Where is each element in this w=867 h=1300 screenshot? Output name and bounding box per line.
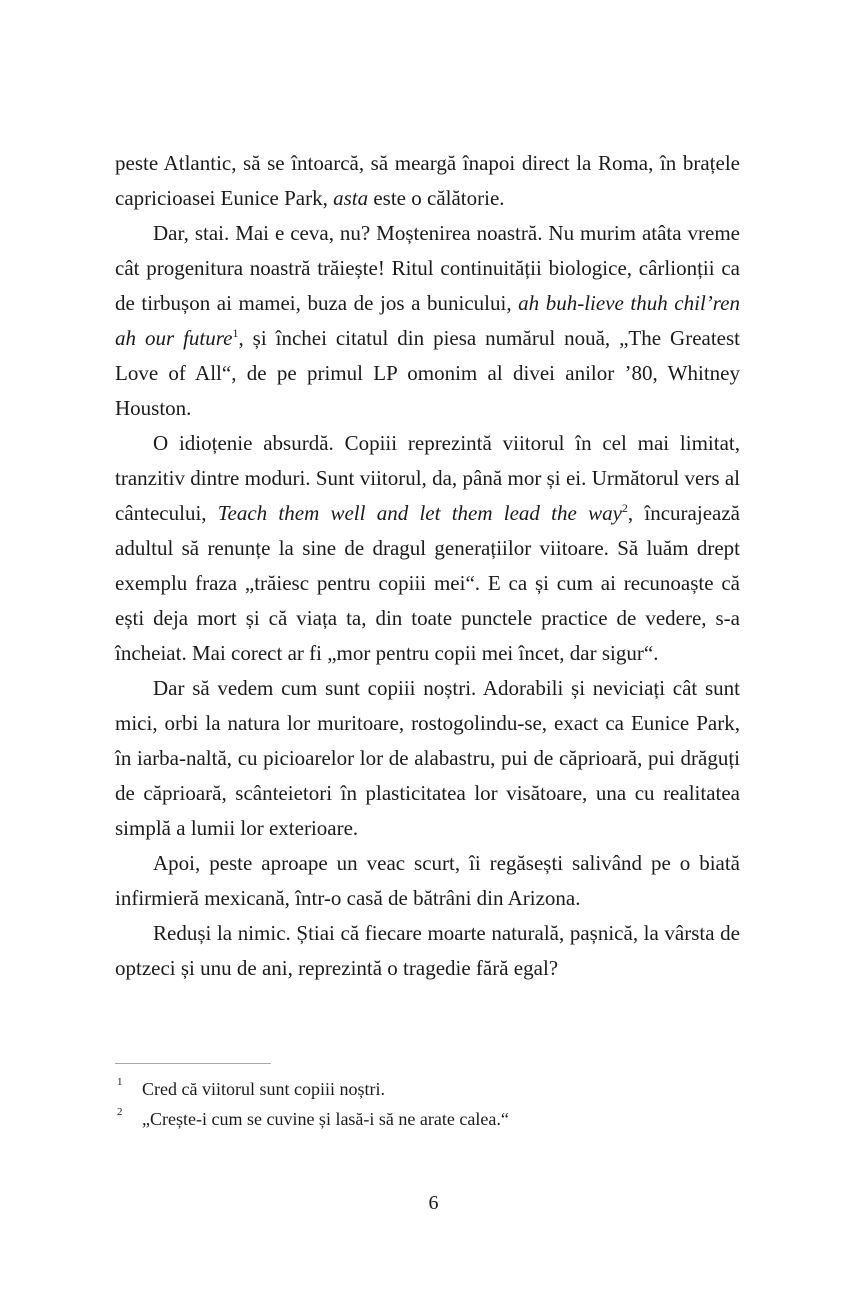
- text-segment: Dar să vedem cum sunt copiii noștri. Adorabili și neviciați cât sunt mici, orbi la natura lor muritoare, rostogolindu-se, exact ca Eunice Park, în iarba-naltă, cu picioarelor lor de alabastru, pui de căprioară, pui drăguți de căprioară, scânteietori în plasticitatea lor visătoare, una cu realitatea simplă a lumii lor exterioare.: [115, 676, 740, 840]
- paragraph: [115, 146, 740, 216]
- footnote-separator: [115, 1063, 271, 1064]
- page-number: 6: [428, 1192, 439, 1214]
- text-segment: , încurajează adultul să renunțe la sine de dragul generațiilor viitoare. Să luăm drept exemplu fraza „trăiesc pentru copiii mei“. E ca și cum ai recunoaște că ești deja mort și că viața ta, din toate punctele practice de vedere, s-a încheiat. Mai corect ar fi „mor pentru copii mei încet, dar sigur“.: [115, 501, 740, 665]
- footnote-ref: 1: [232, 326, 239, 340]
- footnote-marker: 1: [117, 1076, 123, 1088]
- footnotes: [115, 1074, 740, 1134]
- footnote-ref: 2: [621, 501, 628, 515]
- text-segment: Apoi, peste aproape un veac scurt, îi regăsești salivând pe o biată infirmieră mexicană, într-o casă de bătrâni din Arizona.: [115, 851, 740, 910]
- paragraph: [115, 216, 740, 426]
- text-segment: Reduși la nimic. Știai că fiecare moarte naturală, pașnică, la vârsta de optzeci și unu de ani, reprezintă o tragedie fără egal?: [115, 921, 740, 980]
- footnote-marker: 2: [117, 1106, 123, 1118]
- text-segment-italic: ah buh-lieve thuh chil’ren ah our future: [115, 291, 741, 350]
- paragraph: [115, 426, 740, 671]
- text-segment: este o călătorie.: [368, 186, 505, 210]
- text-segment: Dar, stai. Mai e ceva, nu? Moștenirea noastră. Nu murim atâta vreme cât progenitura noastră trăiește! Ritul continuității biologice, cârlionții ca de tirbușon ai mamei, buza de jos a bunicului,: [115, 221, 740, 315]
- text-segment-italic: Teach them well and let them lead the way: [217, 501, 622, 525]
- text-segment: , și închei citatul din piesa numărul nouă, „The Greatest Love of All“, de pe primul LP omonim al divei anilor ’80, Whitney Houston.: [115, 326, 740, 420]
- footnote-text: Cred că viitorul sunt copiii noștri.: [142, 1079, 385, 1099]
- paragraph: [115, 671, 740, 846]
- paragraph: [115, 846, 740, 916]
- footnote: [115, 1074, 740, 1104]
- body-text: [115, 146, 740, 986]
- footnote: [115, 1104, 740, 1134]
- text-segment: O idioțenie absurdă. Copiii reprezintă viitorul în cel mai limitat, tranzitiv dintre moduri. Sunt viitorul, da, până mor și ei. Următorul vers al cântecului,: [115, 431, 740, 525]
- paragraph: [115, 916, 740, 986]
- footnote-text: „Crește-i cum se cuvine și lasă-i să ne arate calea.“: [142, 1109, 509, 1129]
- text-segment: peste Atlantic, să se întoarcă, să meargă înapoi direct la Roma, în brațele capricioasei Eunice Park,: [115, 151, 740, 210]
- text-segment-italic: asta: [333, 186, 369, 210]
